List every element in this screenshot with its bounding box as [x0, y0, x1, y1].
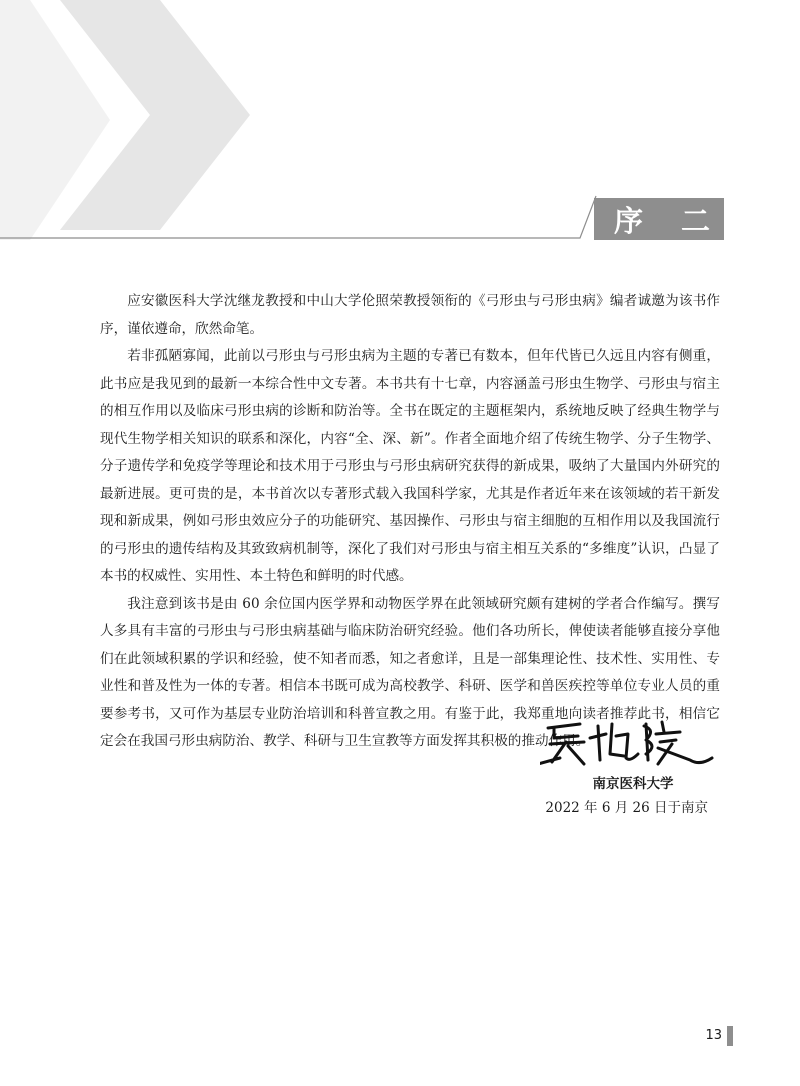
paragraph-1: 应安徽医科大学沈继龙教授和中山大学伦照荣教授领衔的《弓形虫与弓形虫病》编者诚邀为该书作序，谨依遵命，欣然命笔。 [100, 293, 720, 337]
section-title-char-2: 二 [680, 203, 710, 238]
handwritten-signature [540, 714, 720, 774]
paragraph-2: 若非孤陋寡闻，此前以弓形虫与弓形虫病为主题的专著已有数本，但年代皆已久远且内容有侧重，此书应是我见到的最新一本综合性中文专著。本书共有十七章，内容涵盖弓形虫生物学、弓形虫与宿主的相互作用以及临床弓形虫病的诊断和防治等。全书在既定的主题框架内，系统地反映了经典生物学与现代生物学相关知识的联系和深化，内容“全、深、新”。作者全面地介绍了传统生物学、分子生物学、分子遗传学和免疫学等理论和技术用于弓形虫与弓形虫病研究获得的新成果，吸纳了大量国内外研究的最新进展。更可贵的是，本书首次以专著形式载入我国科学家，尤其是作者近年来在该领域的若干新发现和新成果，例如弓形虫效应分子的功能研究、基因操作、弓形虫与宿主细胞的互相作用以及我国流行的弓形虫的遗传结构及其致致病机制等，深化了我们对弓形虫与宿主相互关系的“多维度”认识，凸显了本书的权威性、实用性、本土特色和鲜明的时代感。 [100, 348, 720, 584]
signature-date: 2022 年 6 月 26 日于南京 [545, 800, 708, 816]
section-title [594, 198, 724, 240]
preface-body [100, 288, 720, 756]
page-number-bar [727, 1026, 733, 1046]
page-number: 13 [705, 1028, 722, 1043]
signature-organization: 南京医科大学 [592, 776, 674, 792]
paragraph-3: 我注意到该书是由 60 余位国内医学界和动物医学界在此领域研究颇有建树的学者合作编写。撰写人多具有丰富的弓形虫与弓形虫病基础与临床防治研究经验。他们各功所长，俾使读者能够直接分享他们在此领域积累的学识和经验，使不知者而悉，知之者愈详，且是一部集理论性、技术性、实用性、专业性和普及性为一体的专著。相信本书既可成为高校教学、科研、医学和兽医疾控等单位专业人员的重要参考书，又可作为基层专业防治培训和科普宣教之用。有鉴于此，我郑重地向读者推荐此书，相信它定会在我国弓形虫病防治、教学、科研与卫生宣教等方面发挥其积极的推动作用。 [100, 595, 720, 749]
section-title-char-1: 序 [614, 203, 644, 238]
